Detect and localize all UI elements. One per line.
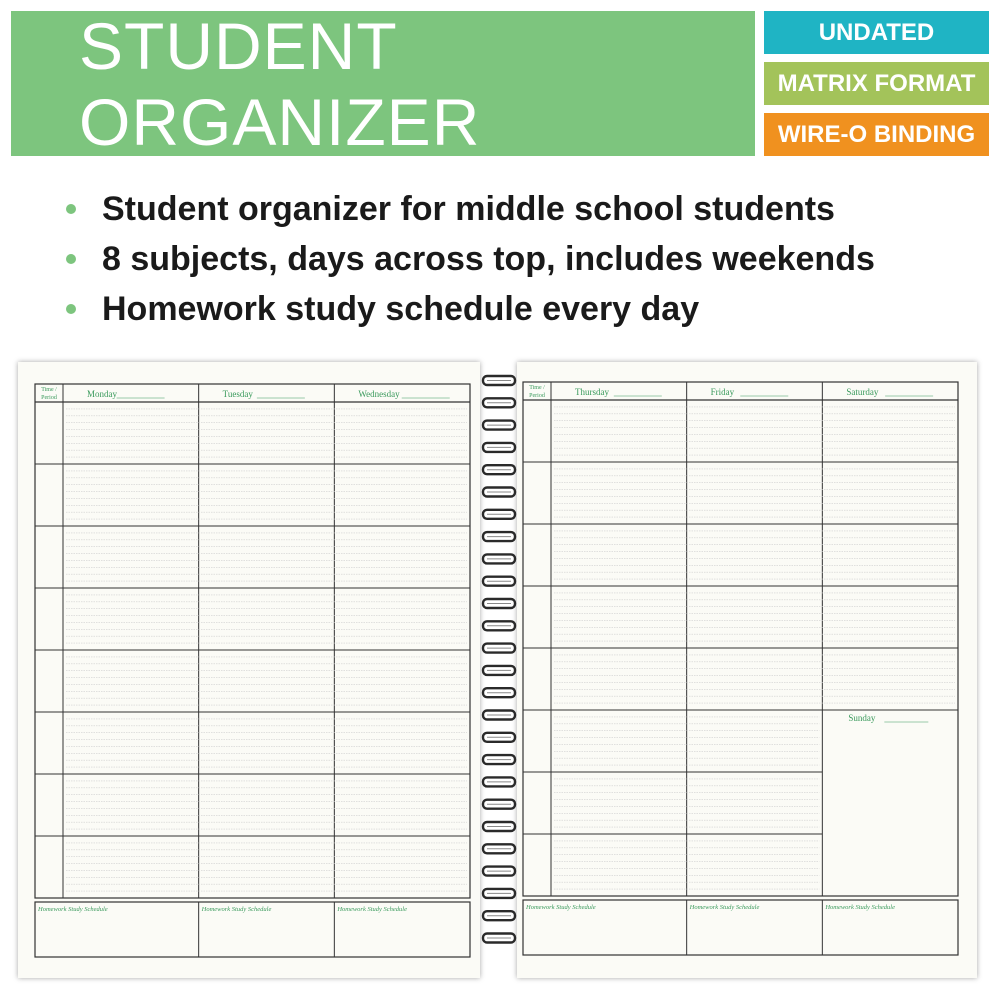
planner-left-grid: [18, 362, 480, 978]
homework-label: Homework Study Schedule: [689, 904, 760, 911]
time-label: Time /: [529, 385, 545, 391]
day-header: Saturday: [846, 387, 879, 397]
sunday-header: Sunday: [848, 713, 876, 723]
day-header: Tuesday: [222, 389, 253, 399]
homework-label: Homework Study Schedule: [526, 904, 596, 911]
bullet-icon: [66, 304, 76, 314]
day-header: Friday: [710, 387, 735, 397]
day-header: Thursday: [575, 387, 609, 397]
homework-label: Homework Study Schedule: [201, 906, 272, 913]
wire-o-binding: [478, 368, 520, 968]
day-header: Monday: [87, 389, 117, 399]
grid-frame: [523, 382, 958, 896]
day-header: Wednesday: [358, 389, 400, 399]
planner-right-grid: [517, 362, 977, 978]
tag-undated: UNDATED: [764, 11, 989, 54]
page-title: STUDENT ORGANIZER: [79, 8, 481, 159]
feature-list: [66, 184, 875, 334]
feature-item: [66, 284, 875, 334]
grid-frame: [35, 384, 470, 898]
feature-item: [66, 234, 875, 284]
period-label: Period: [529, 393, 545, 399]
homework-label: Homework Study Schedule: [337, 906, 408, 913]
feature-text: 8 subjects, days across top, includes weekends: [102, 239, 875, 278]
tag-matrix-format: MATRIX FORMAT: [764, 62, 989, 105]
bullet-icon: [66, 254, 76, 264]
tag-wire-o-binding: WIRE-O BINDING: [764, 113, 989, 156]
time-label: Time /: [41, 387, 57, 393]
period-label: Period: [41, 395, 57, 401]
homework-label: Homework Study Schedule: [825, 904, 896, 911]
planner-right-page: [517, 362, 977, 978]
feature-text: Student organizer for middle school students: [102, 189, 835, 228]
feature-item: [66, 184, 875, 234]
homework-label: Homework Study Schedule: [38, 906, 108, 913]
planner-left-page: [18, 362, 480, 978]
title-banner: [11, 8, 755, 159]
bullet-icon: [66, 204, 76, 214]
feature-text: Homework study schedule every day: [102, 289, 700, 328]
